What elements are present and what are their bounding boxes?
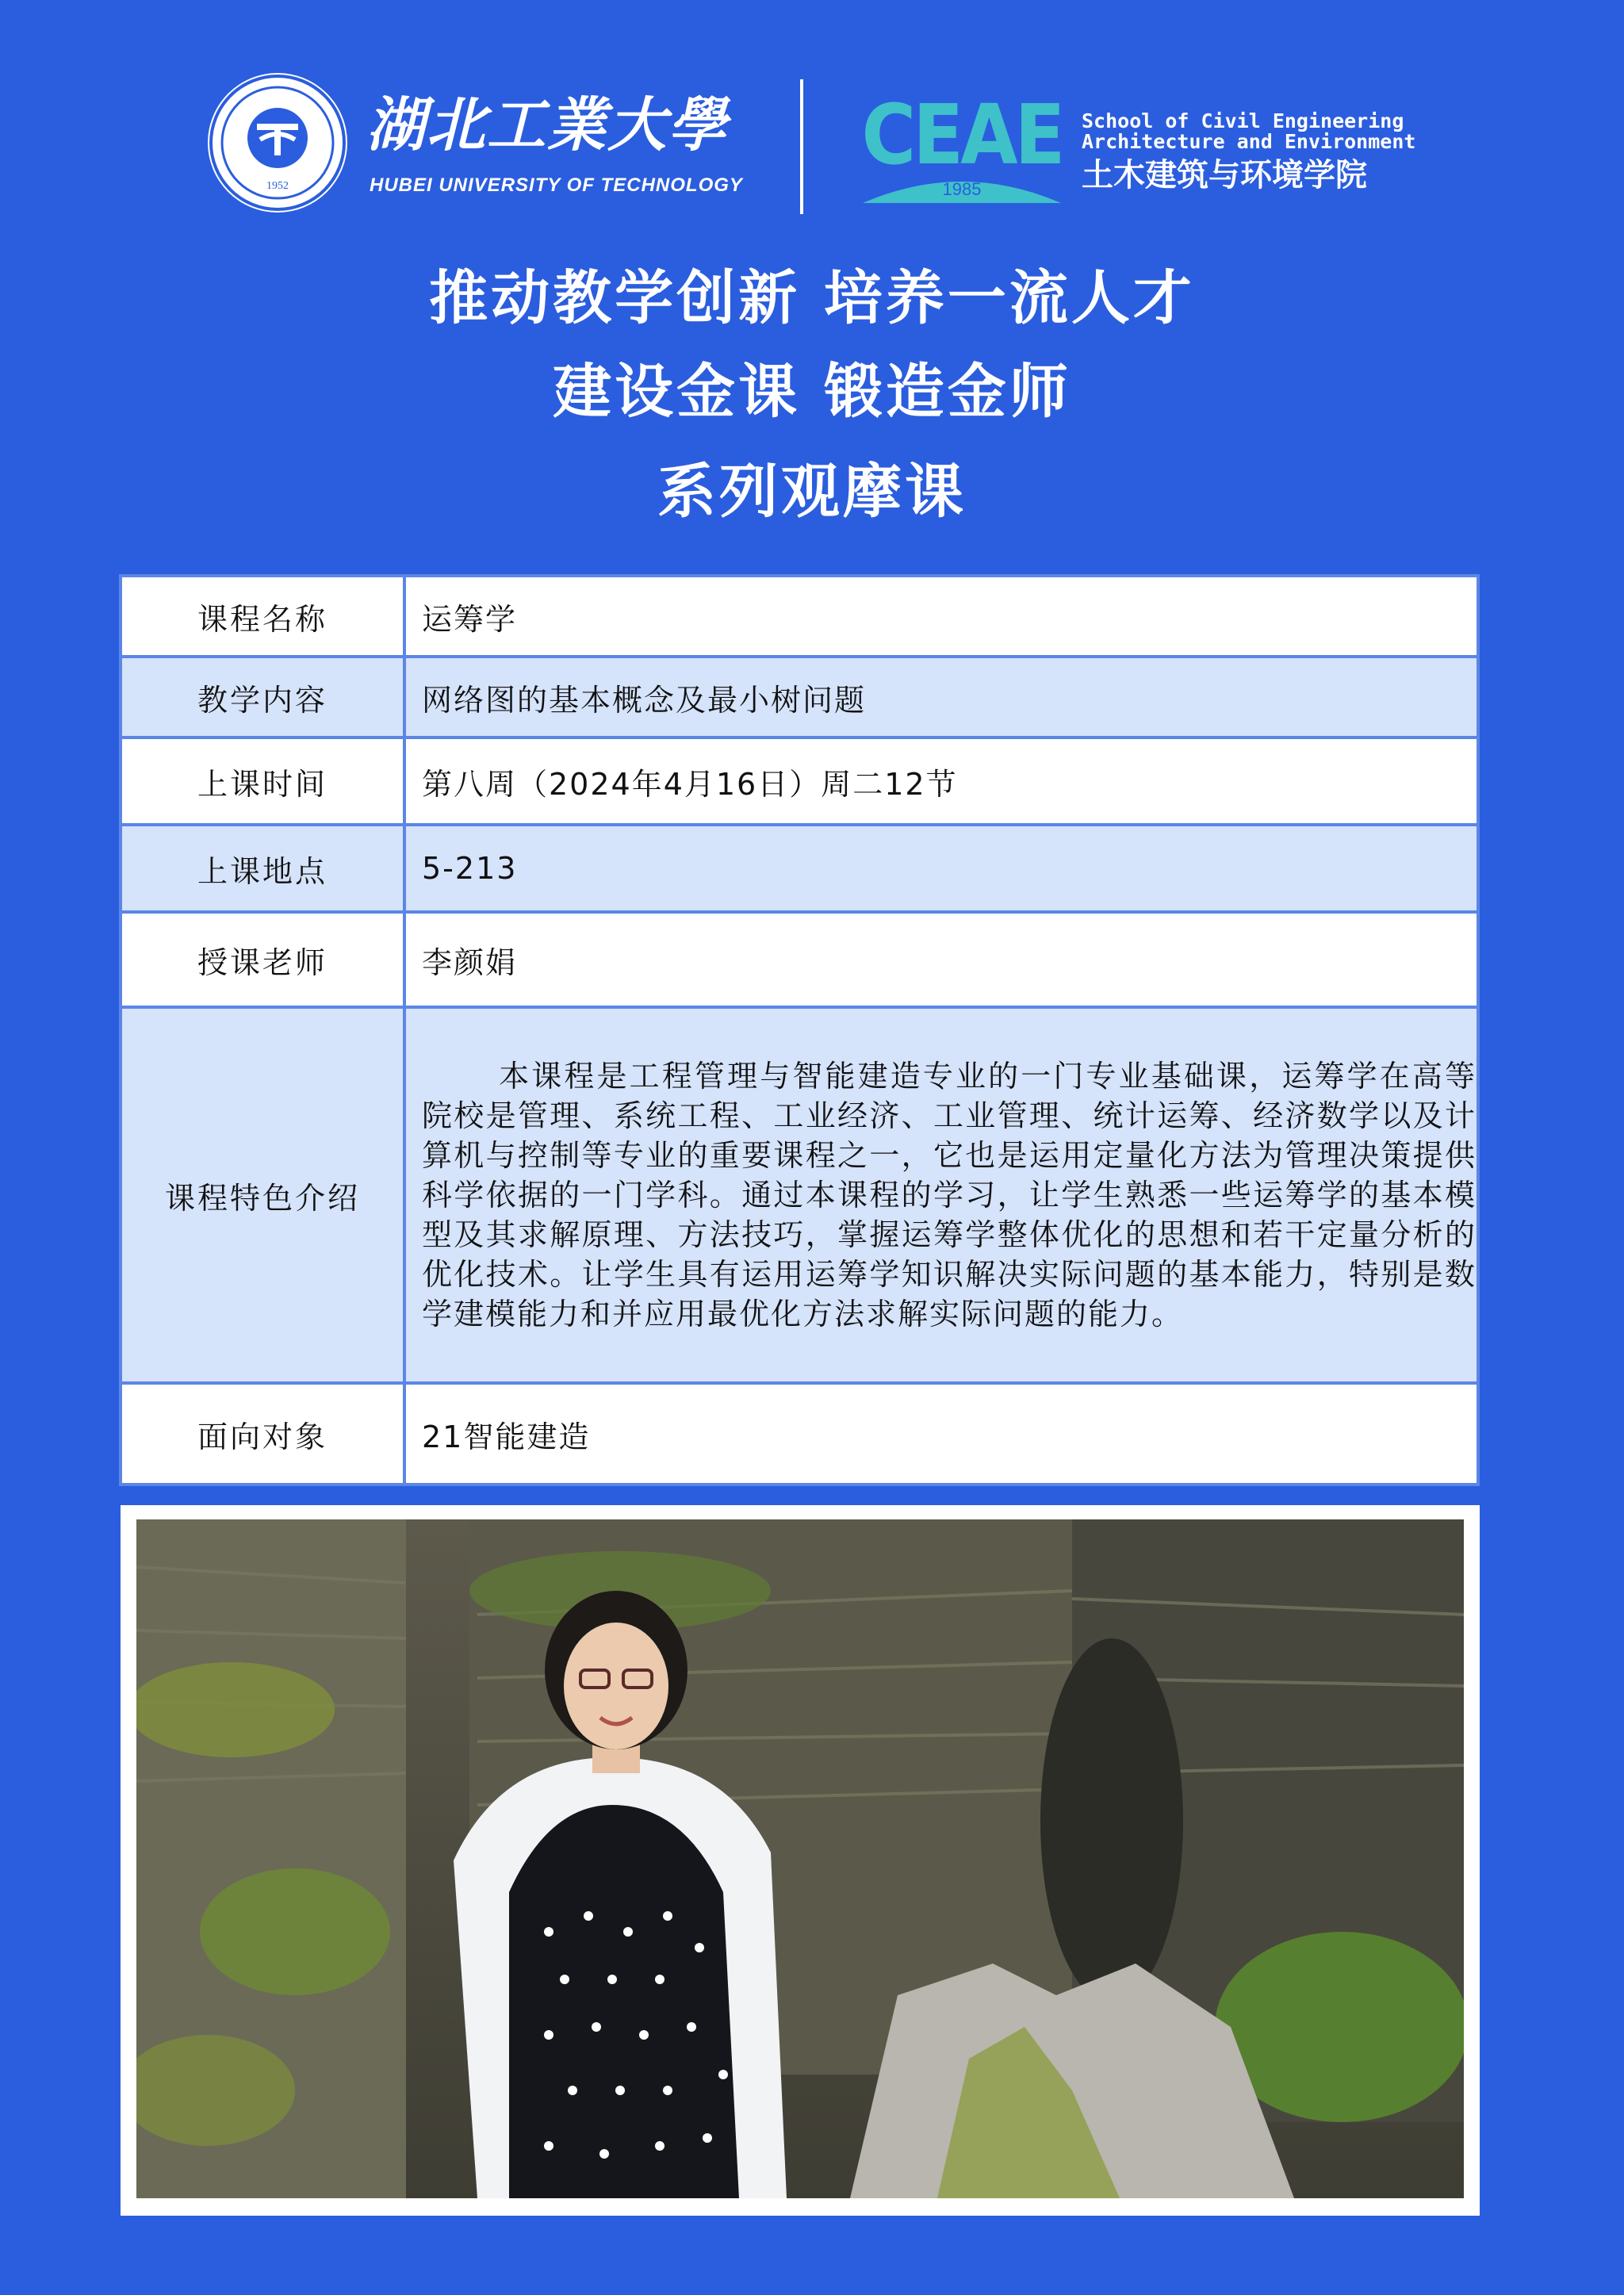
university-name-cn: 湖北工業大學 xyxy=(366,91,728,159)
headline-line3: 系列观摩课 xyxy=(657,458,967,526)
school-name-en-line2: Architecture and Environment xyxy=(1082,130,1416,153)
course-name-label: 课程名称 xyxy=(121,576,404,657)
table-row-intro xyxy=(121,1007,1478,1383)
teacher-label: 授课老师 xyxy=(121,912,404,1007)
course-name-value: 运筹学 xyxy=(404,576,1478,657)
place-label: 上课地点 xyxy=(121,825,404,912)
university-name-en: HUBEI UNIVERSITY OF TECHNOLOGY xyxy=(370,174,743,196)
table-row-course-name xyxy=(121,576,1478,657)
ceae-year: 1985 xyxy=(942,179,982,199)
intro-label: 课程特色介绍 xyxy=(121,1007,404,1383)
ceae-logo xyxy=(858,84,1066,203)
table-row-place xyxy=(121,825,1478,912)
header-divider xyxy=(800,79,803,214)
place-value: 5-213 xyxy=(404,825,1478,912)
table-row-time xyxy=(121,738,1478,825)
intro-text: 本课程是工程管理与智能建造专业的一门专业基础课，运筹学在高等院校是管理、系统工程、工业经济、工业管理、统计运筹、经济数学以及计算机与控制等专业的重要课程之一，它也是运用定量化方法为管理决策提供科学依据的一门学科。通过本课程的学习，让学生熟悉一些运筹学的基本模型及其求解原理、方法技巧，掌握运筹学整体优化的思想和若干定量分析的优化技术。让学生具有运用运筹学知识解决实际问题的基本能力，特别是数学建模能力和并应用最优化方法求解实际问题的能力。 xyxy=(422,1059,1477,1331)
audience-value: 21智能建造 xyxy=(404,1383,1478,1485)
table-row-audience xyxy=(121,1383,1478,1485)
teacher-photo xyxy=(136,1519,1464,2198)
table-row-content xyxy=(121,657,1478,738)
content-value: 网络图的基本概念及最小树问题 xyxy=(404,657,1478,738)
headline-line1: 推动教学创新 培养一流人才 xyxy=(429,264,1195,332)
headline-line2: 建设金课 锻造金师 xyxy=(553,358,1071,426)
school-name-cn: 土木建筑与环境学院 xyxy=(1082,157,1367,193)
table-row-teacher xyxy=(121,912,1478,1007)
course-info-table xyxy=(119,574,1480,1486)
teacher-value: 李颜娟 xyxy=(404,912,1478,1007)
time-label: 上课时间 xyxy=(121,738,404,825)
audience-label: 面向对象 xyxy=(121,1383,404,1485)
intro-value xyxy=(404,1007,1478,1383)
ceae-mark: CEAE xyxy=(861,86,1063,183)
school-name-en-line1: School of Civil Engineering xyxy=(1082,109,1404,132)
time-value: 第八周（2024年4月16日）周二12节 xyxy=(404,738,1478,825)
content-label: 教学内容 xyxy=(121,657,404,738)
university-seal-logo xyxy=(208,73,347,213)
seal-year: 1952 xyxy=(266,180,289,192)
